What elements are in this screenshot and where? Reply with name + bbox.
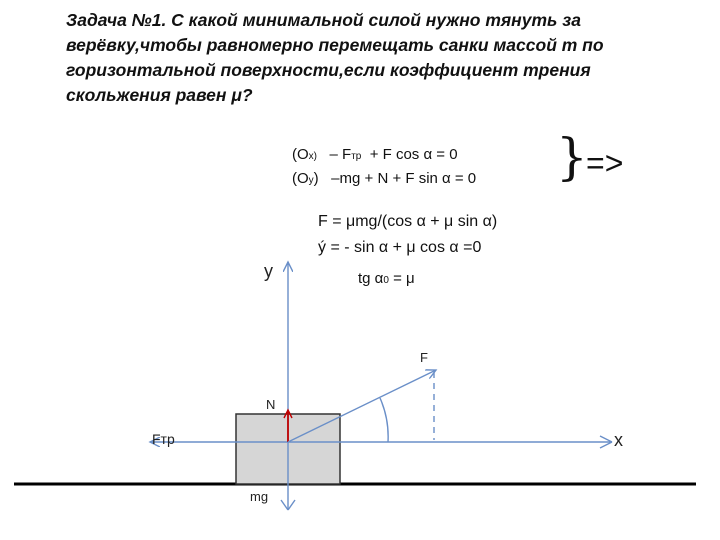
gravity-force-label: mg bbox=[250, 489, 269, 504]
eq-ox-rest: + F cos α = 0 bbox=[361, 146, 458, 163]
problem-line: горизонтальной поверхности,если коэффициент трения bbox=[66, 60, 591, 80]
eq-ox-body-sub: тр bbox=[351, 151, 362, 162]
x-axis-arrow-tip-lower bbox=[600, 442, 612, 448]
result-force: F = μmg/(cos α + μ sin α) bbox=[318, 213, 498, 230]
x-axis-arrow-tip-upper bbox=[600, 436, 612, 442]
mg-arrow-tip-left bbox=[281, 500, 288, 510]
x-axis-label: x bbox=[614, 430, 623, 450]
angle-arc bbox=[380, 398, 388, 442]
result3-sub: 0 bbox=[383, 275, 389, 286]
problem-line: скольжения равен μ? bbox=[66, 85, 253, 105]
implies-arrow: => bbox=[586, 145, 624, 181]
result3-pre: tg α bbox=[358, 270, 384, 287]
eq-ox-axis-sub: x) bbox=[308, 151, 318, 162]
result3-post: = μ bbox=[388, 270, 415, 287]
system-brace: } bbox=[556, 128, 588, 186]
problem-line: Задача №1. С какой минимальной силой нужно тянуть за bbox=[66, 10, 581, 30]
eq-oy-rest: ) –mg + N + F sin α = 0 bbox=[313, 170, 477, 187]
pull-force-label: F bbox=[420, 350, 428, 365]
result-derivative: ý = - sin α + μ cos α =0 bbox=[318, 239, 482, 256]
problem-line: верёвку,чтобы равномерно перемещать санки массой m по bbox=[66, 35, 604, 55]
eq-oy-axis: (O bbox=[292, 170, 309, 187]
pull-force-vector bbox=[288, 370, 436, 442]
normal-force-label: N bbox=[266, 397, 276, 412]
friction-force-label: Fтр bbox=[152, 431, 175, 447]
y-axis-label: y bbox=[264, 261, 273, 281]
mg-arrow-tip-right bbox=[288, 500, 295, 510]
eq-oy-axis-sub: y bbox=[308, 175, 314, 186]
eq-ox-body: – F bbox=[317, 146, 352, 163]
eq-ox-axis: (O bbox=[292, 146, 309, 163]
